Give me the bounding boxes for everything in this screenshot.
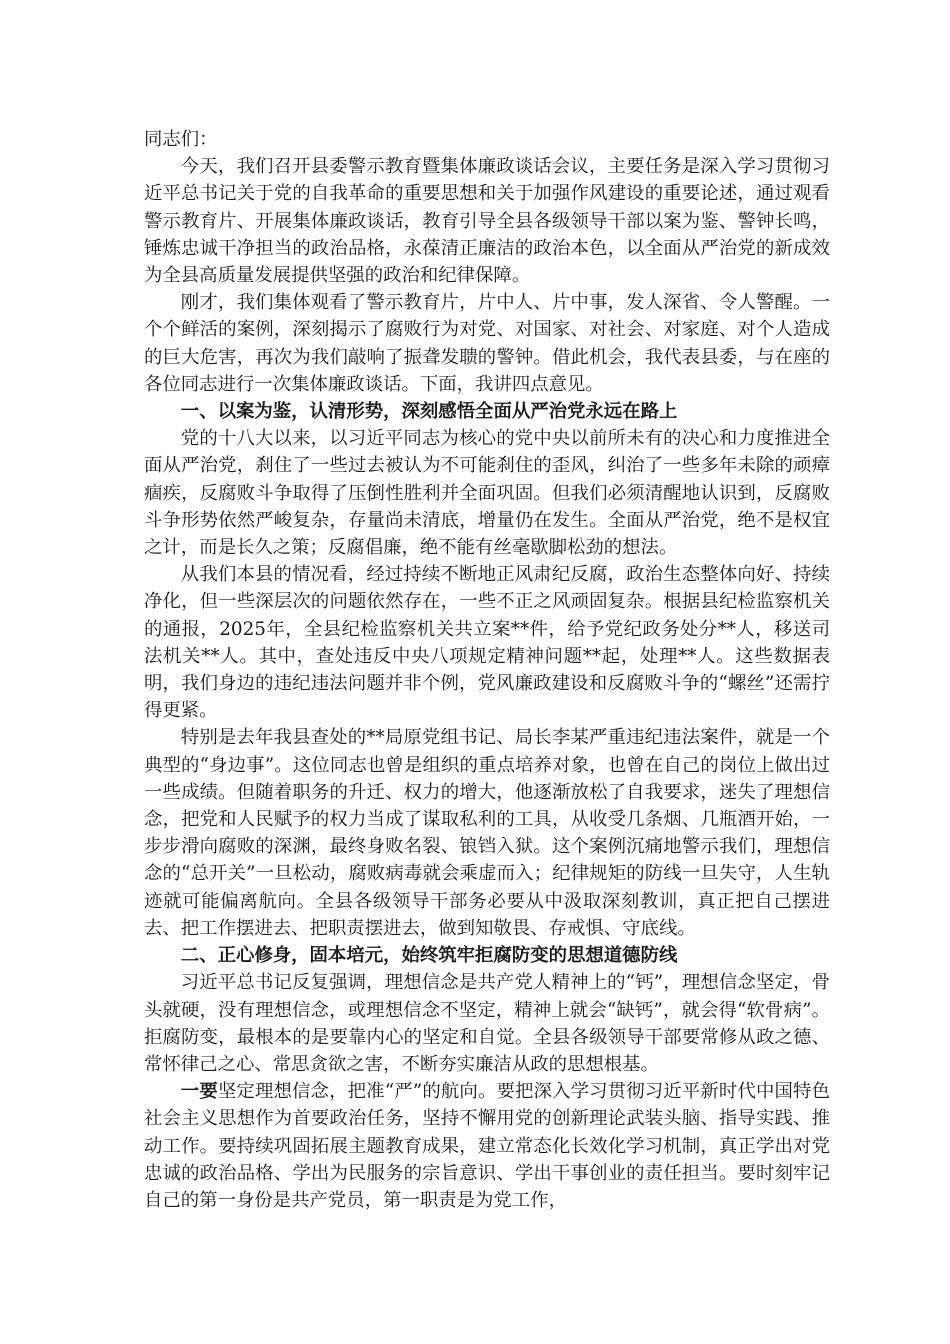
paragraph-section2-point1 [144, 1078, 830, 1214]
point-text: 坚定理想信念，把准“严”的航向。要把深入学习贯彻习近平新时代中国特色社会主义思想作为首要政治任务，坚持不懈用党的创新理论武装头脑、指导实践、推动工作。要持续巩固拓展主题教育成果，建立常态化长效化学习机制，真正学出对党忠诚的政治品格、学出为民服务的宗旨意识、学出干事创业的责任担当。要时刻牢记自己的第一身份是共产党员，第一职责是为党工作， [144, 1081, 830, 1211]
point-lead: 一要 [180, 1081, 218, 1103]
section-heading-2: 二、正心修身，固本培元，始终筑牢拒腐防变的思想道德防线 [180, 945, 678, 967]
paragraph-intro: 今天，我们召开县委警示教育暨集体廉政谈话会议，主要任务是深入学习贯彻习近平总书记关于党的自我革命的重要思想和关于加强作风建设的重要论述，通过观看警示教育片、开展集体廉政谈话，教育引导全县各级领导干部以案为鉴、警钟长鸣，锤炼忠诚干净担当的政治品格，永葆清正廉洁的政治本色，以全面从严治党的新成效为全县高质量发展提供坚强的政治和纪律保障。 [144, 156, 830, 287]
paragraph-section1-local: 从我们本县的情况看，经过持续不断地正风肃纪反腐，政治生态整体向好、持续净化，但一些深层次的问题依然存在，一些不正之风顽固复杂。根据县纪检监察机关的通报，2025年，全县纪检监察机关共立案**件，给予党纪政务处分**人，移送司法机关**人。其中，查处违反中央八项规定精神问题**起，处理**人。这些数据表明，我们身边的违纪违法问题并非个例，党风廉政建设和反腐败斗争的“螺丝”还需拧得更紧。 [144, 564, 830, 722]
section-heading-1: 一、以案为鉴，认清形势，深刻感悟全面从严治党永远在路上 [180, 401, 678, 423]
salutation: 同志们： [144, 129, 218, 150]
document-body [144, 126, 830, 1214]
paragraph-section2-overview: 习近平总书记反复强调，理想信念是共产党人精神上的“钙”，理想信念坚定，骨头就硬，没有理想信念，或理想信念不坚定，精神上就会“缺钙”，就会得“软骨病”。拒腐防变，最根本的是要靠内心的坚定和自觉。全县各级领导干部要常修从政之德、常怀律己之心、常思贪欲之害，不断夯实廉洁从政的思想根基。 [144, 972, 830, 1075]
paragraph-section1-case: 特别是去年我县查处的**局原党组书记、局长李某严重违纪违法案件，就是一个典型的“身边事”。这位同志也曾是组织的重点培养对象，也曾在自己的岗位上做出过一些成绩。但随着职务的升迁、权力的增大，他逐渐放松了自我要求，迷失了理想信念，把党和人民赋予的权力当成了谋取私利的工具，从收受几条烟、几瓶酒开始，一步步滑向腐败的深渊，最终身败名裂、锒铛入狱。这个案例沉痛地警示我们，理想信念的“总开关”一旦松动，腐败病毒就会乘虚而入；纪律规矩的防线一旦失守，人生轨迹就可能偏离航向。全县各级领导干部务必要从中汲取深刻教训，真正把自己摆进去、把工作摆进去、把职责摆进去，做到知敬畏、存戒惧、守底线。 [144, 727, 830, 939]
paragraph-context: 刚才，我们集体观看了警示教育片，片中人、片中事，发人深省、令人警醒。一个个鲜活的案例，深刻揭示了腐败行为对党、对国家、对社会、对家庭、对个人造成的巨大危害，再次为我们敲响了振聋发聩的警钟。借此机会，我代表县委，与在座的各位同志进行一次集体廉政谈话。下面，我讲四点意见。 [144, 292, 830, 395]
paragraph-section1-overview: 党的十八大以来，以习近平同志为核心的党中央以前所未有的决心和力度推进全面从严治党，刹住了一些过去被认为不可能刹住的歪风，纠治了一些多年未除的顽瘴痼疾，反腐败斗争取得了压倒性胜利并全面巩固。但我们必须清醒地认识到，反腐败斗争形势依然严峻复杂，存量尚未清底，增量仍在发生。全面从严治党，绝不是权宜之计，而是长久之策；反腐倡廉，绝不能有丝毫歇脚松劲的想法。 [144, 428, 830, 559]
